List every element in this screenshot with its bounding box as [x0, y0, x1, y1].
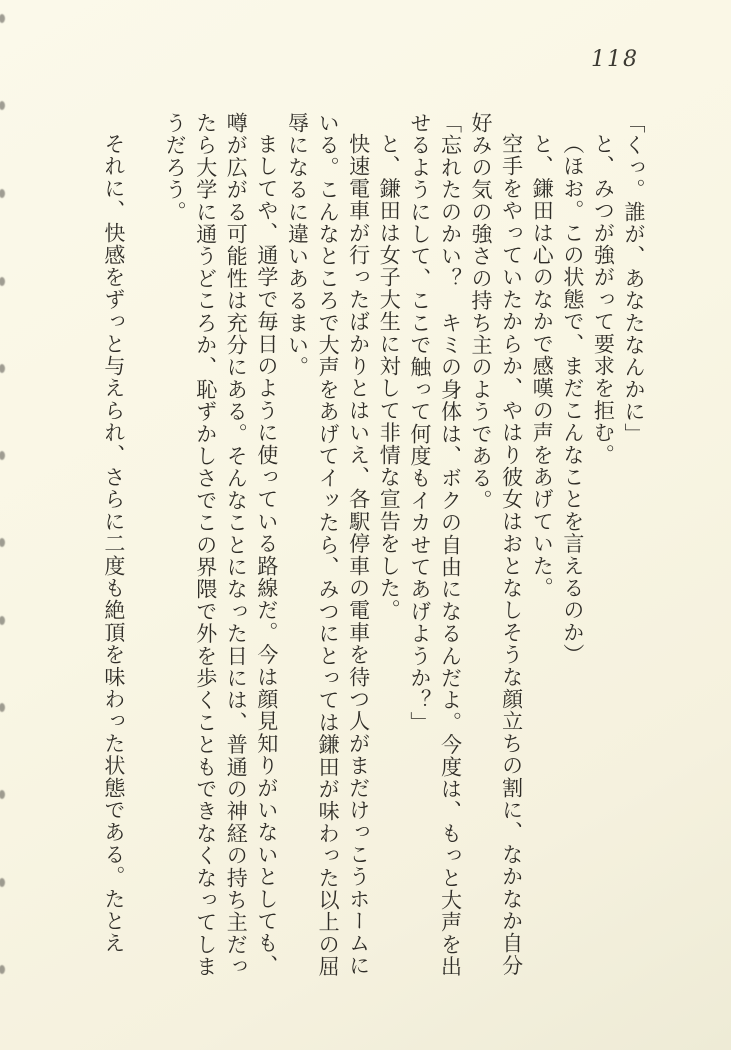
body-text	[98, 112, 649, 986]
scan-speck	[0, 965, 5, 974]
text-paragraph: 「くっ。誰が、あなたなんかに」	[622, 112, 646, 445]
text-paragraph: 「忘れたのかい？ キミの身体は、ボクの自由になるんだよ。今度は、もっと大声を出せるようにして、ここで触って何度もイカせてあげようか？」	[407, 112, 463, 978]
text-paragraph: それに、快感をずっと与えられ、さらに二度も絶頂を味わった状態である。たとえ	[101, 133, 126, 955]
text-paragraph: ましてや、通学で毎日のように使っている路線だ。今は顔見知りがいないとしても、噂が広がる可能性は充分にある。そんなことになった日には、普通の神経の持ち主だったら大学に通うどころか、恥ずかしさでこの界隈で外を歩くこともできなくなってしまうだろう。	[163, 112, 279, 978]
text-paragraph: と、鎌田は心のなかで感嘆の声をあげていた。	[530, 133, 555, 600]
text-paragraph: と、鎌田は女子大生に対して非情な宣告をした。	[377, 133, 402, 622]
scan-speck	[0, 189, 5, 198]
scan-speck	[0, 790, 5, 799]
scan-speck	[0, 878, 5, 887]
page-number: 118	[591, 47, 639, 72]
text-paragraph: （ほお。この状態で、まだこんなことを言えるのか）	[560, 133, 585, 666]
scan-speck	[0, 364, 5, 373]
scan-speck	[0, 277, 5, 286]
scan-speck	[0, 14, 5, 23]
scan-speck	[0, 101, 5, 110]
scan-speck	[0, 538, 5, 547]
text-paragraph: 空手をやっていたからか、やはり彼女はおとなしそうな顔立ちの割に、なかなか自分好みの気の強さの持ち主のようである。	[469, 112, 524, 977]
scan-speck	[0, 451, 5, 460]
text-paragraph: 快速電車が行ったばかりとはいえ、各駅停車の電車を待つ人がまだけっこうホームにいる。こんなところで大声をあげてイッたら、みつにとっては鎌田が味わった以上の屈辱になるに違いあるまい。	[285, 112, 371, 978]
scan-speck	[0, 703, 5, 712]
text-paragraph: と、みつが強がって要求を拒む。	[591, 133, 616, 466]
scan-speck	[0, 616, 5, 625]
